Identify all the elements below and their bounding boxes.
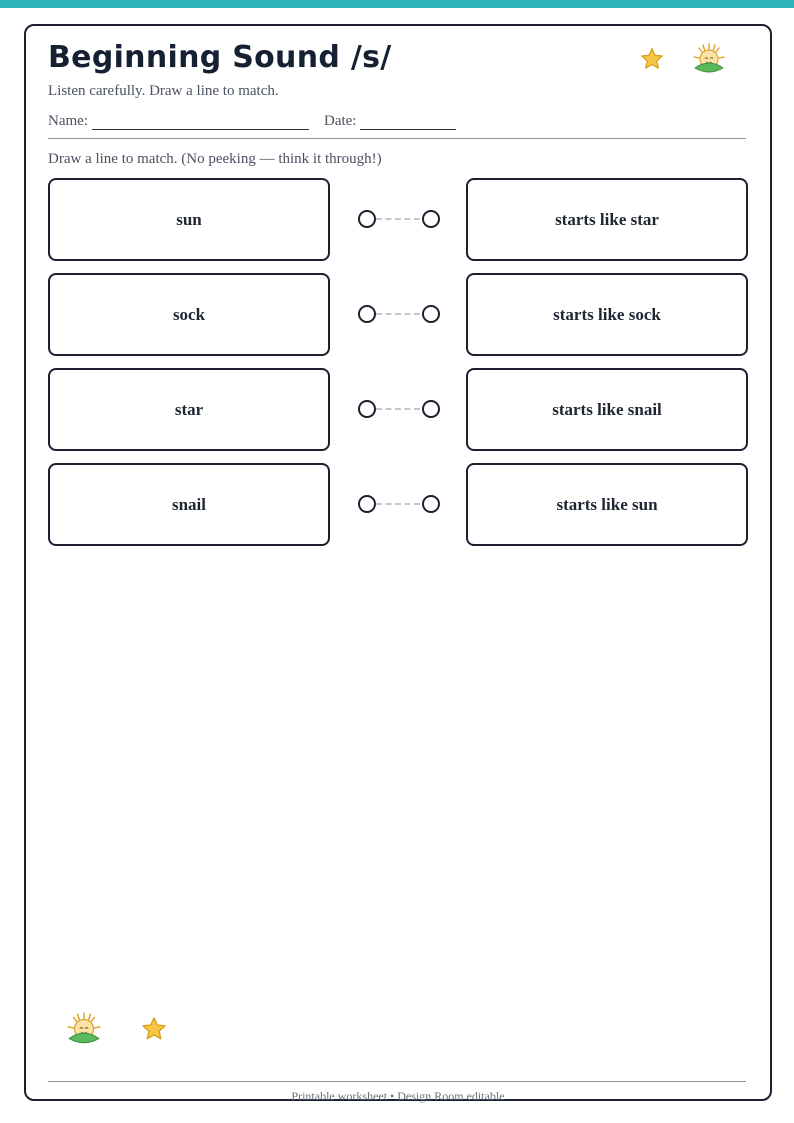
dashed-guide (376, 503, 420, 505)
right-clue-card[interactable]: starts like snail (466, 368, 748, 451)
worksheet (24, 24, 772, 1101)
left-word-card[interactable]: star (48, 368, 330, 451)
right-clue-card[interactable]: starts like star (466, 178, 748, 261)
left-connector-dot[interactable] (358, 400, 376, 418)
sun-leaf-icon (64, 1009, 104, 1049)
star-icon (134, 1009, 174, 1049)
left-connector-dot[interactable] (358, 305, 376, 323)
right-clue-card[interactable]: starts like sock (466, 273, 748, 356)
right-connector-dot[interactable] (422, 210, 440, 228)
match-connector (356, 304, 440, 324)
name-field[interactable] (92, 115, 309, 130)
page-title: Beginning Sound /s/ (48, 40, 392, 75)
date-label: Date: (323, 113, 357, 129)
sun-leaf-icon (689, 39, 729, 79)
subtitle: Listen carefully. Draw a line to match. (48, 83, 279, 99)
match-connector (356, 494, 440, 514)
star-icon (632, 39, 672, 79)
name-label: Name: (48, 113, 88, 129)
top-accent-bar (0, 0, 794, 8)
date-field[interactable] (360, 115, 456, 130)
left-word-card[interactable]: snail (48, 463, 330, 546)
match-connector (356, 399, 440, 419)
left-connector-dot[interactable] (358, 495, 376, 513)
instruction-text: Draw a line to match. (No peeking — think it through!) (48, 151, 382, 167)
right-connector-dot[interactable] (422, 495, 440, 513)
dashed-guide (376, 408, 420, 410)
left-word-card[interactable]: sun (48, 178, 330, 261)
left-connector-dot[interactable] (358, 210, 376, 228)
dashed-guide (376, 218, 420, 220)
left-word-card[interactable]: sock (48, 273, 330, 356)
right-connector-dot[interactable] (422, 400, 440, 418)
footer-text: Printable worksheet • Design Room editable (291, 1089, 505, 1103)
footer-divider (48, 1081, 746, 1082)
header-divider (48, 138, 746, 139)
name-date-row (48, 113, 456, 130)
match-connector (356, 209, 440, 229)
right-connector-dot[interactable] (422, 305, 440, 323)
dashed-guide (376, 313, 420, 315)
right-clue-card[interactable]: starts like sun (466, 463, 748, 546)
